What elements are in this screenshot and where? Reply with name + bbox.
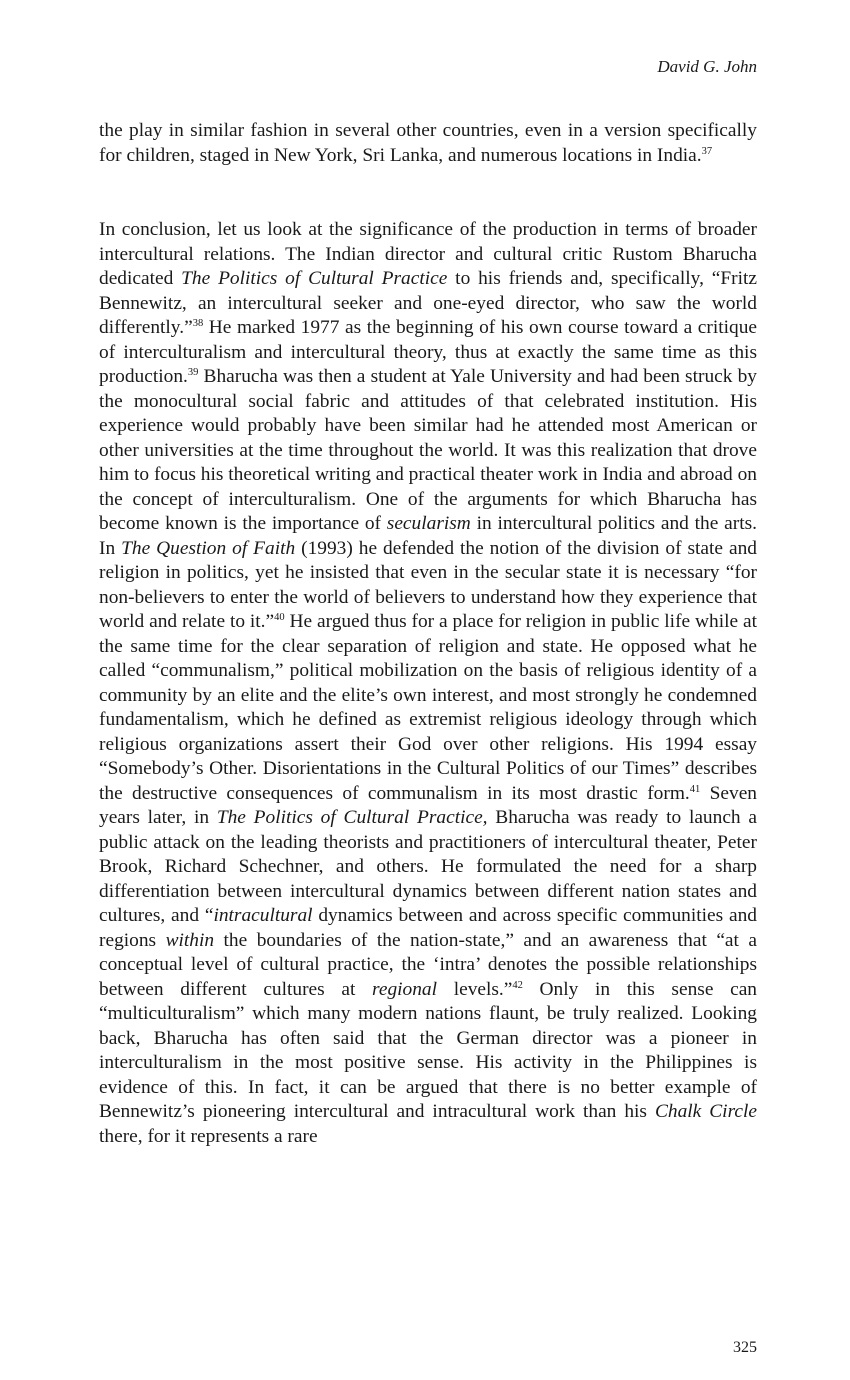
paragraph-text bbox=[99, 119, 757, 168]
paragraph-text bbox=[99, 218, 757, 1149]
text-run: Only in this sense can “multiculturalism” which many modern nations flaunt, be truly realized. Looking back, Bharucha has often said that the German director was a pioneer in interculturalism in the most positive sense. His activity in the Philippines is evidence of this. In fact, it can be argued that there is no better example of Bennewitz’s pioneering intercultural and intracultural work than his bbox=[99, 978, 757, 1122]
paragraph-1 bbox=[99, 119, 757, 168]
italic-text: Chalk Circle bbox=[654, 1101, 757, 1122]
italic-text: The Politics of Cultural Practice bbox=[181, 268, 448, 289]
italic-text: The Politics of Cultural Practice, bbox=[216, 807, 488, 828]
text-run: the boundaries of the nation-state,” and an awareness that “at a conceptual level of cultural practice, the ‘intra’ denotes the possible relationships between different cultures at bbox=[99, 929, 757, 1000]
footnote-ref: 42 bbox=[512, 979, 523, 991]
text-run: there, for it represents a rare bbox=[99, 1125, 318, 1147]
text-run: Bharucha was then a student at Yale University and had been struck by the monocultural social fabric and attitudes of that celebrated institution. His experience would probably have been similar had he attended most American or other universities at the time throughout the world. It was this realization that drove him to focus his theoretical writing and practical theater work in India and abroad on the concept of interculturalism. One of the arguments for which Bharucha has become known is the importance of bbox=[99, 366, 757, 534]
text-run: He marked 1977 as the beginning of his own course toward a critique of interculturalism and intercultural theory, thus at exactly the same time as this production. bbox=[99, 317, 757, 387]
footnote-ref: 38 bbox=[192, 318, 204, 329]
footnote-ref: 41 bbox=[689, 783, 701, 795]
text-run: levels.” bbox=[437, 978, 513, 1000]
paragraph-2 bbox=[99, 218, 757, 1149]
italic-text: The Question of Faith bbox=[121, 537, 296, 559]
text-run: to his friends and, specifically, “Fritz Bennewitz, an intercultural seeker and one-eyed director, who saw the world differently.” bbox=[99, 268, 757, 338]
italic-text: within bbox=[165, 929, 215, 951]
text-run: (1993) he defended the notion of the division of state and religion in politics, yet he insisted that even in the secular state it is necessary “for non-believers to enter the world of believers to understand how they experience that world and relate to it.” bbox=[99, 537, 757, 632]
text-run: Bharucha was ready to launch a public attack on the leading theorists and practitioners of intercultural theater, Peter Brook, Richard Schechner, and others. He formulated the need for a sharp differentiation between intercultural dynamics between different nation states and cultures, and “ bbox=[99, 807, 757, 926]
text-run: the play in similar fashion in several other countries, even in a version specifically for children, staged in New York, Sri Lanka, and numerous locations in India. bbox=[99, 120, 757, 166]
italic-text: secularism bbox=[386, 513, 471, 534]
text-run: In conclusion, let us look at the significance of the production in terms of broader intercultural relations. The Indian director and cultural critic Rustom Bharucha dedicated bbox=[99, 219, 757, 289]
italic-text: regional bbox=[372, 978, 438, 1000]
footnote-ref: 40 bbox=[274, 612, 285, 623]
running-head-author: David G. John bbox=[657, 57, 757, 76]
page-number: 325 bbox=[733, 1339, 757, 1356]
italic-text: intracultural bbox=[213, 905, 313, 926]
text-run: dynamics between and across specific communities and regions bbox=[99, 905, 757, 951]
text-run: Seven years later, in bbox=[99, 782, 757, 828]
text-run: in intercultural politics and the arts. In bbox=[99, 513, 757, 559]
text-run: He argued thus for a place for religion in public life while at the same time for the clear separation of religion and state. He opposed what he called “communalism,” political mobilization on the basis of religious identity of a community by an elite and the elite’s own interest, and most strongly he condemned fundamentalism, which he defined as extremist religious ideology through which religious organizations assert their God over other religions. His 1994 essay “Somebody’s Other. Disorientations in the Cultural Politics of our Times” describes the destructive consequences of communalism in its most drastic form. bbox=[99, 611, 757, 804]
footnote-ref: 37 bbox=[701, 145, 713, 157]
footnote-ref: 39 bbox=[187, 367, 199, 378]
